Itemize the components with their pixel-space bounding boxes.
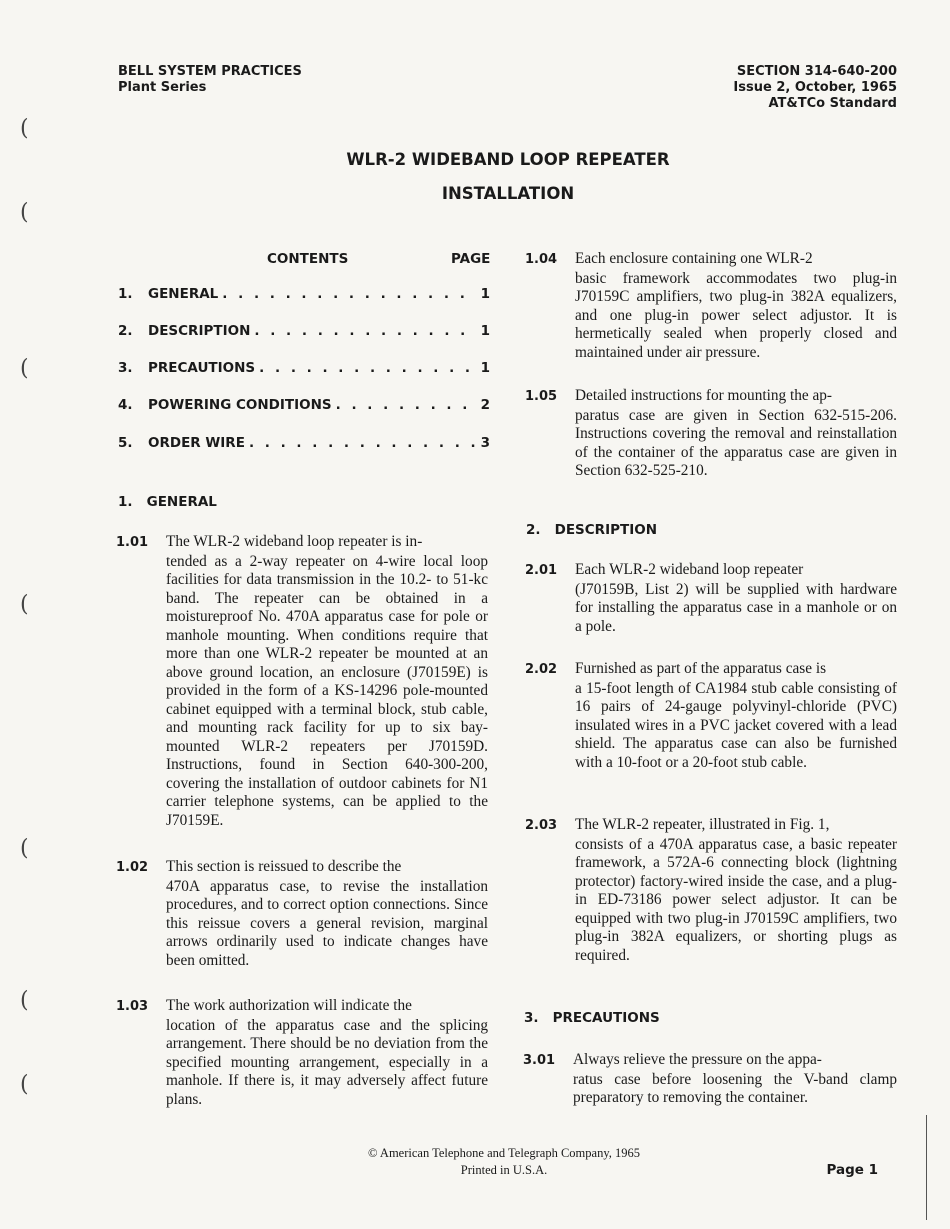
toc-page: 1 (480, 360, 490, 376)
binding-mark: ( (20, 1072, 29, 1097)
toc-page: 2 (480, 397, 490, 413)
binding-mark: ( (20, 836, 29, 861)
paragraph-text: ratus case before loosening the V-band clamp preparatory to removing the container. (573, 1070, 897, 1106)
paragraph-1-03 (116, 997, 488, 1109)
paragraph-1-05 (525, 387, 897, 481)
paragraph-body (525, 581, 897, 637)
paragraph-body (525, 270, 897, 363)
paragraph-text: 470A apparatus case, to revise the installation procedures, and to correct option connections. Since this reissue covers a general revision, marginal arrows ordinarily used to indicate changes have been omitted. (166, 877, 488, 969)
paragraph-number: 1.05 (525, 389, 558, 404)
toc-number: 2. (118, 323, 133, 339)
binding-mark: ( (20, 988, 29, 1013)
paragraph-3-01 (523, 1051, 897, 1108)
toc-entry (118, 360, 490, 380)
paragraph-first-line: Detailed instructions for mounting the ap- (575, 387, 833, 404)
page-number: Page 1 (826, 1162, 878, 1178)
paragraph-body (525, 836, 897, 966)
toc-number: 1. (118, 286, 133, 302)
toc-entry (118, 397, 490, 417)
paragraph-text: (J70159B, List 2) will be supplied with hardware for installing the apparatus case in a manhole or on a pole. (575, 580, 897, 635)
paragraph-body (116, 878, 488, 971)
section-info-header (733, 64, 897, 112)
paragraph-first-line: Each WLR-2 wideband loop repeater (575, 561, 804, 578)
page-footer (0, 1145, 950, 1179)
toc-title: PRECAUTIONS (148, 360, 256, 376)
toc-number: 3. (118, 360, 133, 376)
paragraph-2-01 (525, 561, 897, 636)
paragraph-text: tended as a 2-way repeater on 4-wire local loop facilities for data transmission in the 10.2- to 51-kc band. The repeater can be obtained in a moistureproof No. 470A apparatus case for pole or manhole mounting. When conditions require that more than one WLR-2 repeater be mounted at an above ground location, an enclosure (J70159E) is provided in the form of a KS-14296 pole-mounted cabinet equipped with a terminal block, stub cable, and mounting rack facility for up to six bay-mounted WLR-2 repeaters per J70159D. Instructions, found in Section 640-300-200, covering the installation of outdoor cabinets for N1 carrier telephone systems, can be applied to the J70159E. (166, 552, 488, 829)
toc-page: 1 (480, 286, 490, 302)
paragraph-1-02 (116, 858, 488, 970)
binding-mark: ( (20, 356, 29, 381)
toc-number: 4. (118, 397, 133, 413)
binding-mark: ( (20, 116, 29, 141)
section-heading-description: 2. DESCRIPTION (526, 522, 657, 538)
standard-label: AT&TCo Standard (768, 96, 897, 111)
toc-title: POWERING CONDITIONS (148, 397, 332, 413)
paragraph-first-line: The WLR-2 repeater, illustrated in Fig. 1, (575, 816, 830, 833)
section-heading-precautions: 3. PRECAUTIONS (524, 1010, 660, 1026)
paragraph-first-line: Furnished as part of the apparatus case is (575, 660, 827, 677)
paragraph-body (525, 680, 897, 773)
toc-title: DESCRIPTION (148, 323, 251, 339)
issue-date: Issue 2, October, 1965 (733, 80, 897, 95)
toc-title: ORDER WIRE (148, 435, 245, 451)
printed-notice: Printed in U.S.A. (460, 1163, 548, 1177)
paragraph-text: consists of a 470A apparatus case, a basic repeater framework, a 572A-6 connecting block (lightning protector) factory-wired inside the case, and a plug-in ED-73186 power select adjustor. It can be equipped with two plug-in J70159C amplifiers, two plug-in 382A equalizers, or shorting plugs as required. (575, 835, 897, 964)
document-series-header (118, 64, 302, 96)
paragraph-text: paratus case are given in Section 632-515-206. Instructions covering the removal and reinstallation of the container of the apparatus case are given in Section 632-525-210. (575, 406, 897, 479)
paragraph-body (523, 1071, 897, 1108)
paragraph-body (116, 553, 488, 831)
paragraph-number: 2.03 (525, 818, 558, 833)
paragraph-number: 2.01 (525, 563, 558, 578)
contents-heading: CONTENTS (267, 251, 349, 267)
paragraph-body (525, 407, 897, 481)
paragraph-1-01 (116, 533, 488, 830)
paragraph-2-02 (525, 660, 897, 772)
page-edge-line (926, 1115, 927, 1220)
toc-number: 5. (118, 435, 133, 451)
section-heading-general: 1. GENERAL (118, 494, 217, 510)
section-number: SECTION 314-640-200 (736, 64, 897, 79)
paragraph-number: 2.02 (525, 662, 558, 677)
paragraph-number: 3.01 (523, 1053, 556, 1068)
document-subtitle: INSTALLATION (441, 184, 575, 203)
toc-leader (255, 360, 476, 376)
paragraph-number: 1.04 (525, 252, 558, 267)
binding-mark: ( (20, 592, 29, 617)
binding-mark: ( (20, 200, 29, 225)
toc-page: 3 (480, 435, 490, 451)
contents-page-heading: PAGE (451, 251, 491, 267)
copyright-notice: © American Telephone and Telegraph Company, 1965 (367, 1146, 641, 1160)
paragraph-text: basic framework accommodates two plug-in J70159C amplifiers, two plug-in 382A equalizers, and one plug-in power select adjustor. It is hermetically sealed when properly closed and maintained under air pressure. (575, 269, 897, 361)
toc-leader (245, 435, 476, 451)
toc-entry (118, 435, 490, 455)
toc-leader (332, 397, 476, 413)
bsp-label: BELL SYSTEM PRACTICES (118, 64, 302, 79)
toc-entry (118, 323, 490, 343)
paragraph-2-03 (525, 816, 897, 965)
paragraph-body (116, 1017, 488, 1110)
paragraph-text: a 15-foot length of CA1984 stub cable consisting of 16 pairs of 24-gauge polyvinyl-chloride (PVC) insulated wires in a PVC jacket covered with a lead shield. The apparatus case can also be furnished with a 10-foot or a 20-foot stub cable. (575, 679, 897, 771)
paragraph-number: 1.01 (116, 535, 149, 550)
paragraph-text: location of the apparatus case and the splicing arrangement. There should be no deviation from the specified mounting arrangement, especially in a manhole. If there is, it may adversely affect future plans. (166, 1016, 488, 1108)
toc-title: GENERAL (148, 286, 219, 302)
toc-page: 1 (480, 323, 490, 339)
paragraph-first-line: The work authorization will indicate the (166, 997, 412, 1014)
paragraph-first-line: Always relieve the pressure on the appa- (573, 1051, 822, 1068)
toc-entry (118, 286, 490, 306)
toc-leader (218, 286, 476, 302)
paragraph-first-line: Each enclosure containing one WLR-2 (575, 250, 813, 267)
paragraph-1-04 (525, 250, 897, 362)
document-title: WLR-2 WIDEBAND LOOP REPEATER (346, 150, 670, 169)
paragraph-first-line: This section is reissued to describe the (166, 858, 402, 875)
paragraph-number: 1.03 (116, 999, 149, 1014)
toc-leader (250, 323, 476, 339)
paragraph-number: 1.02 (116, 860, 149, 875)
paragraph-first-line: The WLR-2 wideband loop repeater is in- (166, 533, 423, 550)
plant-series-label: Plant Series (118, 80, 207, 95)
